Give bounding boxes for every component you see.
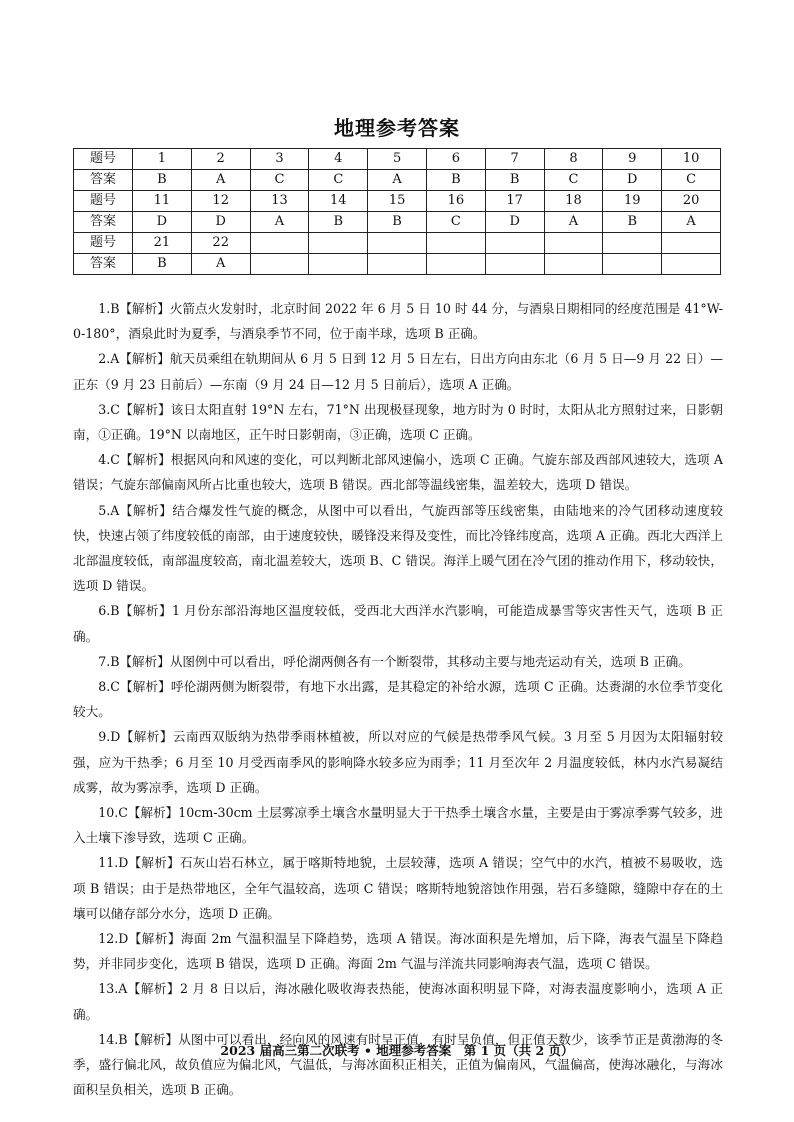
answer-table-cell	[426, 254, 485, 275]
answer-table-cell: 1	[133, 149, 192, 170]
answer-table-row-label: 题号	[74, 191, 133, 212]
answer-table-cell: 17	[485, 191, 544, 212]
explanation-paragraph: 4.C【解析】根据风向和风速的变化，可以判断北部风速偏小，选项 C 正确。气旋东部及西部风速较大，选项 A 错误；气旋东部偏南风所占比重也较大，选项 B 错误。西北部等温线密集，温差较大，选项 D 错误。	[73, 452, 723, 493]
explanation-paragraph: 9.D【解析】云南西双版纳为热带季雨林植被，所以对应的气候是热带季风气候。3 月至 5 月因为太阳辐射较强，应为干热季；6 月至 10 月受西南季风的影响降水较多应为雨季；11 月至次年 2 月温度较低，林内水汽易凝结成雾，故为雾凉季，选项 D 正确。	[73, 729, 723, 795]
answer-table-cell: 13	[250, 191, 309, 212]
answer-table-cell: B	[133, 170, 192, 191]
answer-table-cell: 20	[662, 191, 721, 212]
explanations-section	[73, 296, 723, 1103]
answer-table-cell: A	[662, 212, 721, 233]
answer-table-cell: 21	[133, 233, 192, 254]
answer-table-cell	[250, 233, 309, 254]
answer-table-cell	[485, 233, 544, 254]
explanation-paragraph: 12.D【解析】海面 2m 气温积温呈下降趋势，选项 A 错误。海冰面积是先增加，后下降，海表气温呈下降趋势，并非同步变化，选项 B 错误，选项 D 正确。海面 2m 气温与洋流共同影响海表气温，选项 C 错误。	[73, 931, 723, 972]
answer-table-cell: D	[603, 170, 662, 191]
answer-table-cell: C	[426, 212, 485, 233]
answer-table-cell	[426, 233, 485, 254]
answer-table-cell: 10	[662, 149, 721, 170]
answer-table-cell: 8	[544, 149, 603, 170]
answer-table-cell: 22	[191, 233, 250, 254]
answer-table-row-label: 题号	[74, 233, 133, 254]
answer-table-cell	[368, 254, 427, 275]
answer-table-row	[74, 233, 721, 254]
explanation-paragraph: 14.B【解析】从图中可以看出，经向风的风速有时呈正值，有时呈负值，但正值天数少，该季节正是黄渤海的冬季，盛行偏北风，故负值应为偏北风，气温低，与海冰面积正相关，正值为偏南风，气温偏高，使海冰融化，与海冰面积呈负相关，选项 B 正确。	[73, 1031, 723, 1098]
answer-table-cell: A	[250, 212, 309, 233]
answer-table-cell	[603, 254, 662, 275]
answer-table-cell	[544, 254, 603, 275]
answer-table-cell: 19	[603, 191, 662, 212]
answer-table-cell: 14	[309, 191, 368, 212]
answer-table-cell: A	[191, 170, 250, 191]
explanation-paragraph: 3.C【解析】该日太阳直射 19°N 左右，71°N 出现极昼现象，地方时为 0 时时，太阳从北方照射过来，日影朝南，①正确。19°N 以南地区，正午时日影朝南，③正确，选项 C 正确。	[73, 401, 723, 443]
answer-table-cell: 4	[309, 149, 368, 170]
answer-table-row-label: 答案	[74, 254, 133, 275]
page-footer: 2023 届高三第二次联考 • 地理参考答案 第 1 页（共 2 页）	[220, 1043, 574, 1058]
explanation-paragraph: 2.A【解析】航天员乘组在轨期间从 6 月 5 日到 12 月 5 日左右，日出方向由东北（6 月 5 日—9 月 22 日）—正东（9 月 23 日前后）—东南（9 月 24 日—12 月 5 日前后），选项 A 正确。	[73, 351, 723, 392]
explanation-paragraph: 13.A【解析】2 月 8 日以后，海冰融化吸收海表热能，使海冰面积明显下降，对海表温度影响小，选项 A 正确。	[73, 981, 723, 1022]
answer-table-cell: C	[250, 170, 309, 191]
answer-table-cell: 12	[191, 191, 250, 212]
answer-table	[73, 148, 721, 275]
answer-table-cell: B	[426, 170, 485, 191]
answer-table-cell	[485, 254, 544, 275]
answer-table-row	[74, 254, 721, 275]
answer-table-cell: B	[485, 170, 544, 191]
answer-table-cell	[309, 233, 368, 254]
answer-table-body	[74, 149, 721, 275]
explanation-paragraph: 1.B【解析】火箭点火发射时，北京时间 2022 年 6 月 5 日 10 时 44 分，与酒泉日期相同的经度范围是 41°W-0-180°，酒泉此时为夏季，与酒泉季节不同，位于南半球，选项 B 正确。	[73, 301, 724, 342]
answer-table-cell	[368, 233, 427, 254]
answer-table-cell: C	[662, 170, 721, 191]
answer-table-cell: D	[133, 212, 192, 233]
page-title: 地理参考答案	[334, 116, 460, 140]
answer-table-cell: B	[309, 212, 368, 233]
answer-table-cell: 15	[368, 191, 427, 212]
answer-table-row	[74, 212, 721, 233]
answer-table-row-label: 答案	[74, 170, 133, 191]
answer-table-cell	[250, 254, 309, 275]
answer-table-row	[74, 191, 721, 212]
explanation-paragraph: 5.A【解析】结合爆发性气旋的概念，从图中可以看出，气旋西部等压线密集，由陆地来的冷气团移动速度较快，快速占领了纬度较低的南部，由于速度较快，暖锋没来得及变性，而比冷锋纬度高，选项 A 正确。西北大西洋上北部温度较低，南部温度较高，南北温差较大，选项 B、C 错误。海洋上暖气团在冷气团的推动作用下，移动较快，选项 D 错误。	[73, 502, 723, 594]
answer-table-cell: 6	[426, 149, 485, 170]
answer-table-cell: A	[191, 254, 250, 275]
answer-table-cell	[662, 233, 721, 254]
answer-table-cell: A	[368, 170, 427, 191]
answer-table-cell: 18	[544, 191, 603, 212]
answer-table-cell: B	[603, 212, 662, 233]
answer-table-row	[74, 170, 721, 191]
answer-table-row-label: 答案	[74, 212, 133, 233]
answer-table-cell: 16	[426, 191, 485, 212]
explanation-paragraph: 11.D【解析】石灰山岩石林立，属于喀斯特地貌，土层较薄，选项 A 错误；空气中的水汽，植被不易吸收，选项 B 错误；由于是热带地区，全年气温较高，选项 C 错误；喀斯特地貌溶蚀作用强，岩石多缝隙，缝隙中存在的土壤可以储存部分水分，选项 D 正确。	[73, 855, 723, 921]
explanation-paragraph: 10.C【解析】10cm-30cm 土层雾凉季土壤含水量明显大于干热季土壤含水量，主要是由于雾凉季雾气较多，进入土壤下渗导致，选项 C 正确。	[73, 805, 723, 846]
answer-table-cell	[662, 254, 721, 275]
answer-table-cell: 9	[603, 149, 662, 170]
answer-table-row-label: 题号	[74, 149, 133, 170]
answer-table-cell: D	[191, 212, 250, 233]
answer-table-row	[74, 149, 721, 170]
answer-table-cell: 2	[191, 149, 250, 170]
answer-table-cell: 3	[250, 149, 309, 170]
answer-table-cell: B	[368, 212, 427, 233]
explanation-paragraph: 7.B【解析】从图例中可以看出，呼伦湖两侧各有一个断裂带，其移动主要与地壳运动有关，选项 B 正确。	[98, 653, 691, 669]
answer-table-cell: 5	[368, 149, 427, 170]
answer-table-cell: D	[485, 212, 544, 233]
answer-table-cell	[544, 233, 603, 254]
explanation-paragraph: 8.C【解析】呼伦湖两侧为断裂带，有地下水出露，是其稳定的补给水源，选项 C 正确。达赉湖的水位季节变化较大。	[73, 679, 723, 720]
answer-table-cell: 7	[485, 149, 544, 170]
answer-table-cell: C	[544, 170, 603, 191]
explanation-paragraph: 6.B【解析】1 月份东部沿海地区温度较低，受西北大西洋水汽影响，可能造成暴雪等灾害性天气，选项 B 正确。	[73, 603, 723, 644]
answer-table-cell: C	[309, 170, 368, 191]
answer-table-cell: 11	[133, 191, 192, 212]
answer-table-cell: A	[544, 212, 603, 233]
answer-table-cell	[603, 233, 662, 254]
answer-table-cell	[309, 254, 368, 275]
answer-table-cell: B	[133, 254, 192, 275]
